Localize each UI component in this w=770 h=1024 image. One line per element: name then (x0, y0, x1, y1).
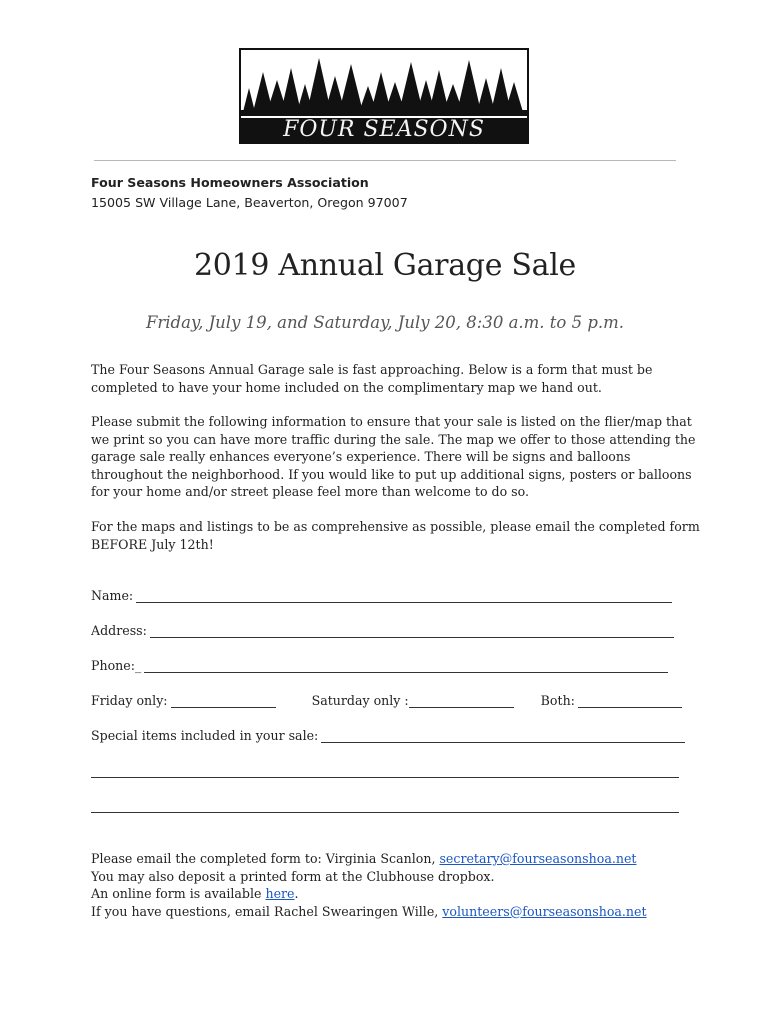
special-items-input-line[interactable] (321, 729, 685, 743)
tree-silhouettes (243, 58, 523, 112)
deadline-paragraph (91, 518, 700, 553)
association-name: Four Seasons Homeowners Association (91, 175, 369, 190)
logo-artwork (241, 50, 527, 142)
special-items-extra-line[interactable] (91, 777, 679, 778)
page-title: 2019 Annual Garage Sale (194, 248, 576, 283)
saturday-label: Saturday only : (311, 693, 409, 708)
info-line: Please submit the following information to ensure that your sale is listed on the flier/map that (91, 414, 692, 429)
saturday-option (312, 693, 514, 708)
header-divider (94, 160, 676, 161)
email-instruction-text: Please email the completed form to: Virginia Scanlon, (91, 851, 440, 866)
sale-days-field (91, 693, 681, 708)
association-address: 15005 SW Village Lane, Beaverton, Oregon 97007 (91, 195, 408, 210)
friday-option (91, 693, 276, 708)
info-line: throughout the neighborhood. If you would like to put up additional signs, posters or balloons (91, 466, 692, 482)
phone-label: Phone:_ (91, 658, 142, 673)
logo-wordmark: FOUR SEASONS (283, 117, 485, 142)
questions-note (91, 903, 647, 921)
info-line: for your home and/or street please feel more than welcome to do so. (91, 484, 530, 499)
info-line: we print so you can have more traffic during the sale. The map we offer to those attending the (91, 431, 696, 447)
friday-label: Friday only: (91, 693, 168, 708)
secretary-email-link[interactable]: secretary@fourseasonshoa.net (439, 851, 637, 866)
event-dates: Friday, July 19, and Saturday, July 20, 8:30 a.m. to 5 p.m. (145, 313, 625, 332)
friday-input-line[interactable] (171, 694, 276, 708)
volunteers-email-link[interactable]: volunteers@fourseasonshoa.net (442, 903, 647, 919)
phone-input-line[interactable] (144, 659, 668, 673)
both-option (541, 693, 682, 708)
both-input-line[interactable] (578, 694, 682, 708)
address-field (91, 623, 674, 638)
both-label: Both: (540, 693, 575, 708)
dropbox-instruction: You may also deposit a printed form at the Clubhouse dropbox. (91, 868, 495, 884)
info-line: garage sale really enhances everyone’s experience. There will be signs and balloons (91, 449, 631, 464)
name-field (91, 588, 672, 603)
contact-info (91, 850, 647, 920)
questions-text: If you have questions, email Rachel Swearingen Wille, (91, 903, 443, 919)
saturday-input-line[interactable] (409, 694, 514, 708)
online-form-link[interactable]: here (265, 886, 295, 901)
name-label: Name: (91, 588, 134, 603)
address-label: Address: (91, 623, 147, 638)
deadline-line: For the maps and listings to be as comprehensive as possible, please email the completed form (91, 519, 700, 534)
address-input-line[interactable] (150, 624, 674, 638)
four-seasons-logo (239, 48, 529, 144)
online-form-note (91, 885, 647, 903)
info-paragraph (91, 413, 696, 501)
intro-paragraph (91, 361, 691, 396)
phone-field (91, 658, 668, 673)
name-input-line[interactable] (136, 589, 672, 603)
special-items-label: Special items included in your sale: (91, 728, 319, 743)
online-form-text: An online form is available (91, 886, 266, 901)
email-instruction (91, 850, 647, 868)
intro-line: completed to have your home included on the complimentary map we hand out. (91, 379, 602, 395)
special-items-extra-line[interactable] (91, 812, 679, 813)
intro-line: The Four Seasons Annual Garage sale is fast approaching. Below is a form that must be (91, 362, 653, 377)
deadline-line: BEFORE July 12th! (91, 536, 214, 552)
online-form-period: . (294, 886, 299, 901)
special-items-field (91, 728, 685, 743)
